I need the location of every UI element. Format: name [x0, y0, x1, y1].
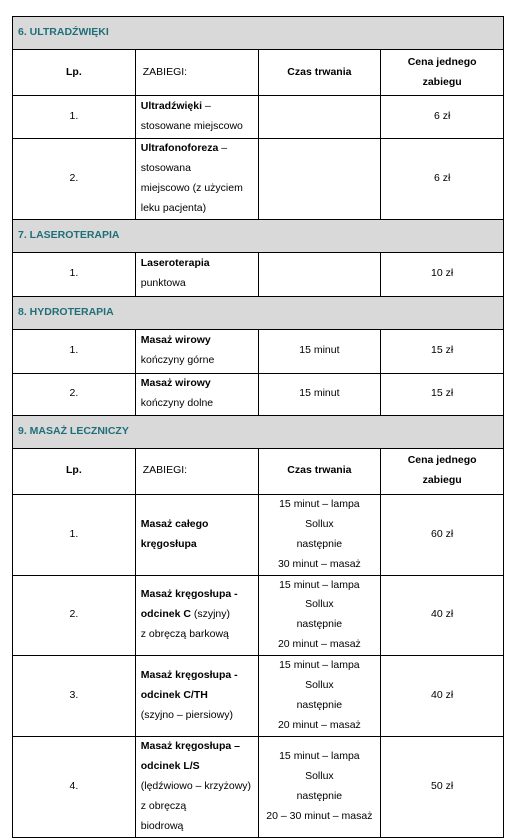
- duration-line3: 20 minut – masaż: [277, 638, 361, 651]
- row-duration: [258, 494, 381, 575]
- procedure-detail-line2: (szyjno – piersiowy): [140, 709, 233, 722]
- duration-line1: 15 minut – lampa Sollux: [279, 497, 360, 530]
- table-row: [13, 575, 504, 656]
- duration-line1: 15 minut – lampa Sollux: [279, 578, 360, 611]
- duration-line3: 20 – 30 minut – masaż: [266, 809, 373, 822]
- procedure-name: Masaż wirowy: [140, 334, 211, 347]
- row-procedure: [135, 139, 258, 220]
- procedure-detail-line3: biodrową: [140, 819, 184, 832]
- duration-line2: następnie: [296, 699, 343, 712]
- duration-line1: 15 minut – lampa Sollux: [279, 659, 360, 692]
- procedure-name: Masaż kręgosłupa - odcinek C: [140, 588, 238, 621]
- row-procedure: [135, 252, 258, 296]
- table-row: [13, 329, 504, 373]
- procedure-name: Masaż kręgosłupa – odcinek L/S: [140, 740, 240, 772]
- row-lp: 2.: [13, 575, 136, 656]
- procedure-name: Ultradźwięki: [140, 100, 203, 113]
- duration-line2: następnie: [296, 618, 343, 631]
- duration-line2: następnie: [296, 789, 343, 802]
- row-procedure: [135, 96, 258, 139]
- row-lp: 1.: [13, 494, 136, 575]
- duration-line2: następnie: [296, 537, 343, 550]
- row-duration: [258, 139, 381, 220]
- procedure-name: Masaż kręgosłupa - odcinek C/TH: [140, 669, 238, 702]
- procedure-name: Ultrafonoforeza: [140, 142, 219, 154]
- procedure-detail: kończyny dolne: [140, 397, 214, 410]
- table-row: [13, 656, 504, 737]
- table-row: [13, 96, 504, 139]
- row-price: 15 zł: [381, 373, 504, 415]
- section-title-hydro: 8. HYDROTERAPIA: [13, 296, 504, 329]
- row-price: 40 zł: [381, 656, 504, 737]
- row-price: 40 zł: [381, 575, 504, 656]
- col-header-price-line1: Cena jednego: [407, 454, 477, 467]
- section-header-row: [13, 296, 504, 329]
- row-duration: [258, 737, 381, 838]
- procedure-name: Masaż całego kręgosłupa: [140, 517, 209, 550]
- column-header-row: [13, 50, 504, 96]
- row-price: 50 zł: [381, 737, 504, 838]
- row-lp: 3.: [13, 656, 136, 737]
- row-lp: 1.: [13, 252, 136, 296]
- section-header-row: [13, 219, 504, 252]
- row-lp: 4.: [13, 737, 136, 838]
- col-header-price: [381, 448, 504, 494]
- col-header-price: [381, 50, 504, 96]
- duration-line3: 30 minut – masaż: [277, 557, 361, 570]
- section-title-ultrasound: 6. ULTRADŹWIĘKI: [13, 17, 504, 50]
- row-price: 6 zł: [381, 96, 504, 139]
- row-procedure: [135, 373, 258, 415]
- procedure-detail-line2: (lędźwiowo – krzyżowy) z obręczą: [140, 779, 252, 812]
- table-row: [13, 373, 504, 415]
- duration-line1: 15 minut – lampa Sollux: [279, 749, 360, 782]
- procedure-name: Laseroterapia: [140, 257, 210, 270]
- col-header-procedure: ZABIEGI:: [135, 50, 258, 96]
- row-procedure: [135, 656, 258, 737]
- col-header-duration: Czas trwania: [258, 50, 381, 96]
- col-header-price-line2: zabiegu: [422, 75, 462, 88]
- row-duration: 15 minut: [258, 329, 381, 373]
- row-duration: [258, 656, 381, 737]
- row-lp: 2.: [13, 373, 136, 415]
- price-list-table: [12, 16, 504, 838]
- row-procedure: [135, 737, 258, 838]
- row-duration: [258, 575, 381, 656]
- row-price: 15 zł: [381, 329, 504, 373]
- row-procedure: [135, 329, 258, 373]
- procedure-detail: – stosowane miejscowo: [140, 100, 243, 132]
- procedure-detail-line2: miejscowo (z użyciem leku pacjenta): [140, 181, 243, 214]
- row-duration: 15 minut: [258, 373, 381, 415]
- table-row: [13, 139, 504, 220]
- row-duration: [258, 96, 381, 139]
- col-header-price-line1: Cena jednego: [407, 55, 477, 68]
- row-lp: 2.: [13, 139, 136, 220]
- table-row: [13, 494, 504, 575]
- table-row: [13, 252, 504, 296]
- section-header-row: [13, 415, 504, 448]
- procedure-detail-line2: z obręczą barkową: [140, 628, 229, 641]
- procedure-detail: punktowa: [140, 277, 186, 290]
- col-header-duration: Czas trwania: [258, 448, 381, 494]
- procedure-detail: (szyjny): [190, 608, 231, 621]
- col-header-lp: Lp.: [13, 448, 136, 494]
- col-header-lp: Lp.: [13, 50, 136, 96]
- col-header-procedure: ZABIEGI:: [135, 448, 258, 494]
- duration-line3: 20 minut – masaż: [277, 719, 361, 732]
- row-procedure: [135, 494, 258, 575]
- column-header-row: [13, 448, 504, 494]
- table-row: [13, 737, 504, 838]
- row-price: 60 zł: [381, 494, 504, 575]
- row-price: 6 zł: [381, 139, 504, 220]
- row-price: 10 zł: [381, 252, 504, 296]
- section-title-massage: 9. MASAŻ LECZNICZY: [13, 415, 504, 448]
- row-procedure: [135, 575, 258, 656]
- col-header-price-line2: zabiegu: [422, 474, 462, 487]
- procedure-detail: – stosowana: [140, 142, 228, 174]
- procedure-name: Masaż wirowy: [140, 377, 211, 390]
- section-header-row: [13, 17, 504, 50]
- row-lp: 1.: [13, 96, 136, 139]
- section-title-laser: 7. LASEROTERAPIA: [13, 219, 504, 252]
- row-duration: [258, 252, 381, 296]
- row-lp: 1.: [13, 329, 136, 373]
- procedure-detail: kończyny górne: [140, 354, 215, 367]
